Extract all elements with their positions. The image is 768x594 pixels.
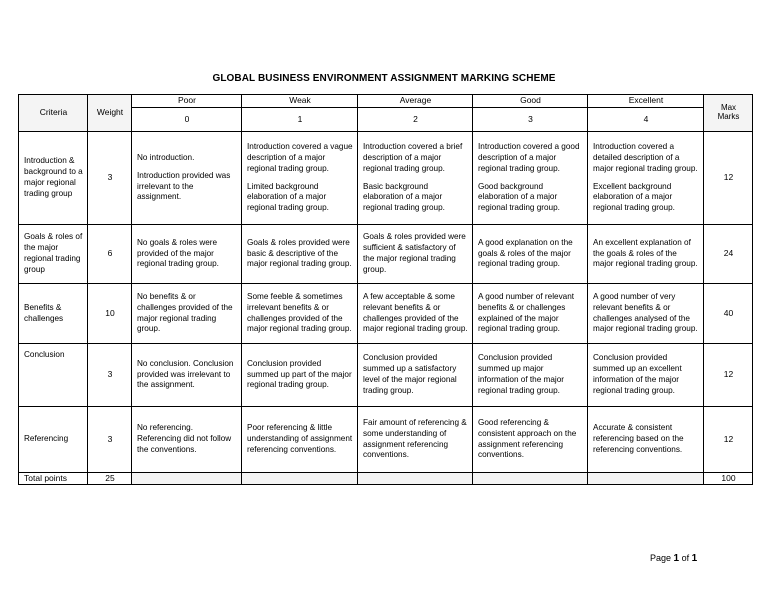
criterion-weight: 3 <box>88 132 132 225</box>
criterion-name: Introduction & background to a major regional trading group <box>19 132 88 225</box>
total-max-marks: 100 <box>704 473 753 485</box>
header-row-levels <box>19 95 753 108</box>
descriptor-poor: No referencing. Referencing did not follow the conventions. <box>132 407 242 473</box>
header-score-good: 3 <box>473 108 588 132</box>
descriptor-text: Introduction provided was irrelevant to the assignment. <box>137 170 231 202</box>
descriptor-text: Introduction covered a brief description of a major regional trading group. <box>363 142 463 173</box>
total-weight: 25 <box>88 473 132 485</box>
header-level-average: Average <box>358 95 473 108</box>
descriptor-excellent: Accurate & consistent referencing based on the referencing conventions. <box>588 407 704 473</box>
descriptor-poor: No goals & roles were provided of the major regional trading group. <box>132 225 242 284</box>
descriptor-weak: Goals & roles provided were basic & descriptive of the major regional trading group. <box>242 225 358 284</box>
criterion-weight: 3 <box>88 344 132 407</box>
descriptor-weak: Conclusion provided summed up part of the major regional trading group. <box>242 344 358 407</box>
criterion-weight: 3 <box>88 407 132 473</box>
criterion-weight: 10 <box>88 284 132 344</box>
descriptor-poor: No conclusion. Conclusion provided was irrelevant to the assignment. <box>132 344 242 407</box>
empty-cell <box>242 473 358 485</box>
of-word: of <box>681 553 690 563</box>
table-row <box>19 407 753 473</box>
header-score-poor: 0 <box>132 108 242 132</box>
criterion-name: Referencing <box>19 407 88 473</box>
descriptor-text: Limited background elaboration of a major regional trading group. <box>247 181 329 213</box>
table-row <box>19 344 753 407</box>
page-word: Page <box>650 553 672 563</box>
table-row <box>19 225 753 284</box>
header-score-excellent: 4 <box>588 108 704 132</box>
descriptor-good: A good number of relevant benefits & or challenges explained of the major regional trading group. <box>473 284 588 344</box>
descriptor-text: Basic background elaboration of a major regional trading group. <box>363 181 445 213</box>
header-max-marks: Max Marks <box>704 95 753 132</box>
descriptor-text: No introduction. <box>137 152 195 162</box>
descriptor-average <box>358 132 473 225</box>
empty-cell <box>132 473 242 485</box>
header-level-good: Good <box>473 95 588 108</box>
descriptor-good: Conclusion provided summed up major information of the major regional trading group. <box>473 344 588 407</box>
descriptor-good: A good explanation on the goals & roles of the major regional trading group. <box>473 225 588 284</box>
header-score-weak: 1 <box>242 108 358 132</box>
header-criteria: Criteria <box>19 95 88 132</box>
descriptor-weak <box>242 132 358 225</box>
criterion-name: Conclusion <box>19 344 88 407</box>
page-number: 1 <box>673 553 680 564</box>
marking-scheme-table <box>18 94 753 485</box>
page-count: 1 <box>691 553 698 564</box>
descriptor-excellent <box>588 132 704 225</box>
empty-cell <box>358 473 473 485</box>
descriptor-excellent: Conclusion provided summed up an excellent information of the major regional trading group. <box>588 344 704 407</box>
criterion-max-marks: 12 <box>704 132 753 225</box>
descriptor-average: Conclusion provided summed up a satisfactory level of the major regional trading group. <box>358 344 473 407</box>
descriptor-excellent: A good number of very relevant benefits & or challenges analysed of the major regional trading group. <box>588 284 704 344</box>
document-title: GLOBAL BUSINESS ENVIRONMENT ASSIGNMENT MARKING SCHEME <box>212 73 556 84</box>
header-level-excellent: Excellent <box>588 95 704 108</box>
empty-cell <box>473 473 588 485</box>
table-row <box>19 132 753 225</box>
table-row <box>19 284 753 344</box>
descriptor-text: Introduction covered a vague description of a major regional trading group. <box>247 142 353 173</box>
header-level-weak: Weak <box>242 95 358 108</box>
descriptor-poor <box>132 132 242 225</box>
descriptor-good: Good referencing & consistent approach on the assignment referencing conventions. <box>473 407 588 473</box>
descriptor-weak: Poor referencing & little understanding of assignment referencing conventions. <box>242 407 358 473</box>
header-level-poor: Poor <box>132 95 242 108</box>
descriptor-weak: Some feeble & sometimes irrelevant benefits & or challenges provided of the major regional trading group. <box>242 284 358 344</box>
criterion-max-marks: 40 <box>704 284 753 344</box>
descriptor-good <box>473 132 588 225</box>
total-label: Total points <box>19 473 88 485</box>
criterion-name: Goals & roles of the major regional trading group <box>19 225 88 284</box>
total-row <box>19 473 753 485</box>
header-weight: Weight <box>88 95 132 132</box>
descriptor-average: A few acceptable & some relevant benefits & or challenges provided of the major regional trading group. <box>358 284 473 344</box>
descriptor-excellent: An excellent explanation of the goals & roles of the major regional trading group. <box>588 225 704 284</box>
criterion-max-marks: 12 <box>704 344 753 407</box>
criterion-name: Benefits & challenges <box>19 284 88 344</box>
criterion-max-marks: 24 <box>704 225 753 284</box>
criterion-max-marks: 12 <box>704 407 753 473</box>
descriptor-text: Excellent background elaboration of a major regional trading group. <box>593 181 675 213</box>
descriptor-text: Good background elaboration of a major regional trading group. <box>478 181 560 213</box>
descriptor-text: Introduction covered a good description of a major regional trading group. <box>478 142 580 173</box>
descriptor-average: Goals & roles provided were sufficient & satisfactory of the major regional trading group. <box>358 225 473 284</box>
header-score-average: 2 <box>358 108 473 132</box>
empty-cell <box>588 473 704 485</box>
criterion-weight: 6 <box>88 225 132 284</box>
page-footer <box>650 553 697 564</box>
descriptor-text: Introduction covered a detailed description of a major regional trading group. <box>593 142 698 173</box>
descriptor-poor: No benefits & or challenges provided of the major regional trading group. <box>132 284 242 344</box>
descriptor-average: Fair amount of referencing & some understanding of assignment referencing conventions. <box>358 407 473 473</box>
